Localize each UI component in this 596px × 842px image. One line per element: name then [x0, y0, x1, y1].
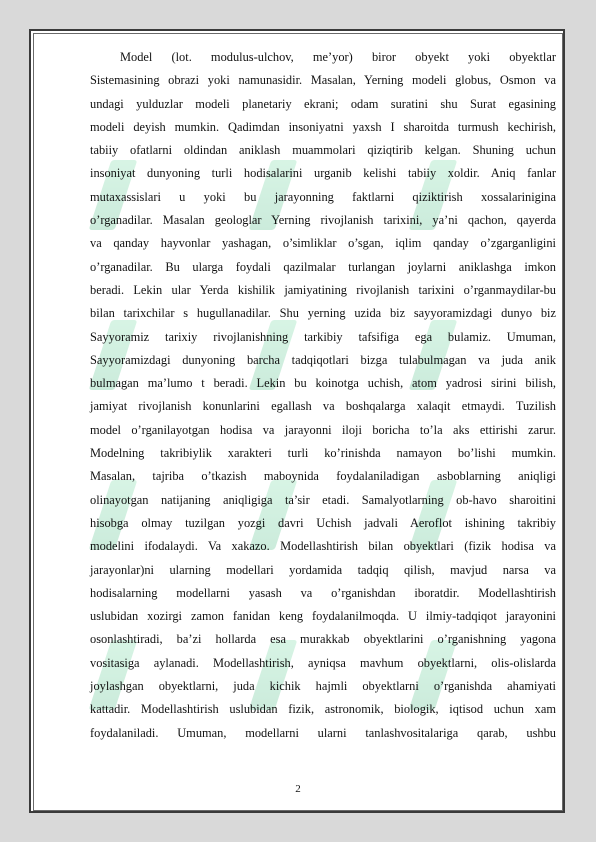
text-line: bilan tarixchilar s hugullanadilar. Shu yerning uzida biz sayyoramizdagi dunyo biz — [90, 306, 556, 321]
text-line: hodisalarning modellarni yasash va o’rganishdan iboratdir. Modellashtirish — [90, 585, 556, 600]
text-line: foydalaniladi. Umuman, modellarni ularni tanlashvositalariga qarab, ushbu — [90, 725, 556, 740]
text-line: modelini ifodalaydi. Va xakazo. Modellashtirish bilan obyektlari (fizik hodisa va — [90, 539, 556, 554]
text-line: insoniyat dunyoning turli hodisalarini urganib kelishi tabiiy xoldir. Aniq fanlar — [90, 166, 556, 181]
text-line: jamiyat rivojlanish konunlarini egallash va boshqalarga xalaqit etmaydi. Tuzilish — [90, 399, 556, 414]
text-line: o’rganadilar. Bu ularga foydali qazilmalar turlangan joylarni aniklashga imkon — [90, 259, 556, 274]
text-line: model o’rganilayotgan hodisa va jarayonni iloji boricha to’la aks ettirishi zarur. — [90, 422, 556, 437]
text-line: Sistemasining obrazi yoki namunasidir. Masalan, Yerning modeli globus, Osmon va — [90, 73, 556, 88]
page-number: 2 — [295, 783, 301, 795]
text-line: Sayyoramizdagi dunyoning barcha tadqiqotlari bizga tulabulmagan va juda anik — [90, 352, 556, 367]
text-line: mutaxassislari u yoki bu jarayonning faktlarni qiziktirish xossalarinigina — [90, 189, 556, 204]
text-line: hisobga olmay tuzilgan yozgi davri Uchish jadvali Aeroflot ishining takribiy — [90, 515, 556, 530]
text-line: kattadir. Modellashtirish uslubidan fizik, astronomik, biologik, iqtisod uchun xam — [90, 702, 556, 717]
text-line: osonlashtiradi, ba’zi hollarda esa murakkab obyektlarini o’rganishning yagona — [90, 632, 556, 647]
document-body — [90, 46, 556, 745]
text-line: undagi yulduzlar modeli planetariy ekrani; odam suratini shu Surat egasining — [90, 96, 556, 111]
text-line: Modelning takribiylik xarakteri turli ko’rinishda namayon bo’lishi mumkin. — [90, 446, 556, 461]
text-line: Masalan, tajriba o’tkazish maboynida foydalaniladigan asboblarning aniqligi — [90, 469, 556, 484]
text-line: Sayyoramiz tarixiy rivojlanishning tarkibiy tafsifiga ega bulamiz. Umuman, — [90, 329, 556, 344]
text-line: joylashgan obyektlarni, juda kichik hajmli obyektlarni o’rganishda ahamiyati — [90, 679, 556, 694]
text-line: modeli deyish mumkin. Qadimdan insoniyatni yaxsh I sharoitda turmush kechirish, — [90, 119, 556, 134]
text-line: olinayotgan natijaning aniqligiga ta’sir etadi. Samalyotlarning ob-havo sharoitini — [90, 492, 556, 507]
text-line: vositasiga aylanadi. Modellashtirish, ayniqsa mavhum obyektlarni, olis-olislarda — [90, 655, 556, 670]
text-line: tabiiy ofatlarni oldindan aniklash muammolari qiziqtirib kelgan. Shuning uchun — [90, 143, 556, 158]
text-line: beradi. Lekin ular Yerda kishilik jamiyatining rivojlanish tarixini o’rganmaydilar-bu — [90, 282, 556, 297]
text-line: va qanday hayvonlar yashagan, o’simliklar o’sgan, iqlim qanday o’zgarganligini — [90, 236, 556, 251]
text-line: uslubidan xozirgi zamon fanidan keng foydalanilmoqda. U ilmiy-tadqiqot jarayonini — [90, 609, 556, 624]
text-line: bulmagan ma’lumo t beradi. Lekin bu koinotga uchish, atom yadrosi sirini bilish, — [90, 376, 556, 391]
text-line: jarayonlar)ni ularning modellari yordamida tadqiq qilish, mavjud narsa va — [90, 562, 556, 577]
text-line: Model (lot. modulus-ulchov, me’yor) biror obyekt yoki obyektlar — [120, 50, 556, 64]
text-line: o’rganadilar. Masalan geologlar Yerning rivojlanish tarixini, ya’ni qachon, qayerda — [90, 213, 556, 228]
